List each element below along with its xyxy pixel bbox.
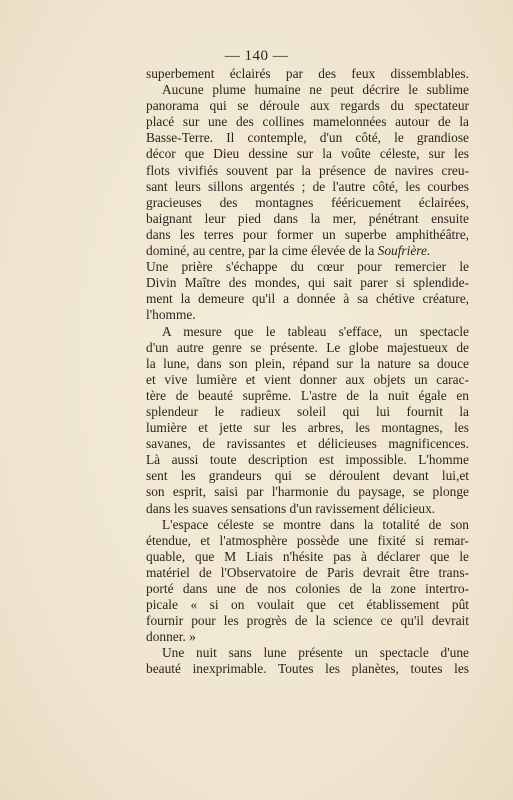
text-line: sent les grandeurs qui se déroulent devant lui,et: [146, 468, 469, 484]
paragraph-4: [146, 645, 469, 677]
body-text: [146, 66, 469, 678]
text-line: picale « si on voulait que cet établissement pût: [146, 597, 469, 613]
text-line: Là aussi toute description est impossible. L'homme: [146, 452, 469, 468]
text-line: [146, 243, 469, 259]
text-line: son esprit, saisi par l'harmonie du paysage, se plonge: [146, 484, 469, 500]
text-line: Divin Maître des mondes, qui sait parer si splendide-: [146, 275, 469, 291]
paragraph-3: [146, 517, 469, 646]
text-line: placé sur une des collines mamelonnées autour de la: [146, 114, 469, 130]
text-line: savanes, de ravissantes et délicieuses magnificences.: [146, 436, 469, 452]
text-line: Une nuit sans lune présente un spectacle d'une: [162, 645, 469, 661]
text-line: Aucune plume humaine ne peut décrire le sublime: [162, 82, 469, 98]
text-line: lumière et jette sur les arbres, les montagnes, les: [146, 420, 469, 436]
text-line: splendeur le radieux soleil qui lui fournit la: [146, 403, 469, 419]
text-line: flots vivifiés souvent par la présence de navires creu-: [146, 162, 469, 178]
text-line: gracieuses des montagnes fééricuement éclairées,: [146, 194, 469, 210]
paragraph-2: [146, 324, 469, 517]
text-line: donner. »: [146, 629, 196, 645]
text-line: porté dans une de nos colonies de la zone intertro-: [146, 581, 469, 596]
page-number: — 140 —: [224, 48, 289, 64]
text-segment: dominé, au centre, par la cime élevée de la: [146, 243, 378, 259]
text-line: la lune, dans son plein, répand sur la nature sa douce: [146, 355, 469, 371]
text-line: baignant leur pied dans la mer, pénétrant ensuite: [146, 210, 469, 226]
text-line: beauté inexprimable. Toutes les planètes, toutes les: [146, 661, 469, 677]
text-line: fournir pour les progrès de la science ce qu'il devrait: [146, 613, 469, 629]
text-line: A mesure que le tableau s'efface, un spectacle: [162, 323, 469, 339]
text-line: d'un autre genre se présente. Le globe majestueux de: [146, 339, 469, 355]
text-line: étendue, et l'atmosphère possède une fixité si remar-: [146, 532, 469, 548]
text-line: tère de beauté suprême. L'astre de la nuit égale en: [146, 387, 469, 403]
text-line: et vive lumière et vient donner aux objets un carac-: [146, 371, 469, 387]
text-line: superbement éclairés par des feux dissemblables.: [146, 66, 469, 81]
text-line: matériel de l'Observatoire de Paris devrait être trans-: [146, 564, 469, 580]
paragraph-1: [146, 66, 469, 324]
text-line: dans les terres pour former un superbe amphithéâtre,: [146, 226, 469, 242]
text-line: l'homme.: [146, 307, 196, 323]
text-line: Basse-Terre. Il contemple, d'un côté, le grandiose: [146, 130, 469, 146]
text-line: ment la demeure qu'il a donnée à sa chétive créature,: [146, 291, 469, 307]
text-line: quable, que M Liais n'hésite pas à déclarer que le: [146, 548, 469, 564]
text-line: Une prière s'échappe du cœur pour remercier le: [146, 259, 469, 275]
text-line: panorama qui se déroule aux regards du spectateur: [146, 98, 469, 114]
text-line: L'espace céleste se montre dans la totalité de son: [162, 516, 469, 532]
text-line: dans les suaves sensations d'un ravissement délicieux.: [146, 500, 436, 516]
emphasized-place-name: Soufrière.: [377, 243, 431, 259]
text-line: décor que Dieu dessine sur la voûte céleste, sur les: [146, 146, 469, 162]
text-line: sant leurs sillons argentés ; de l'autre côté, les courbes: [146, 178, 469, 194]
